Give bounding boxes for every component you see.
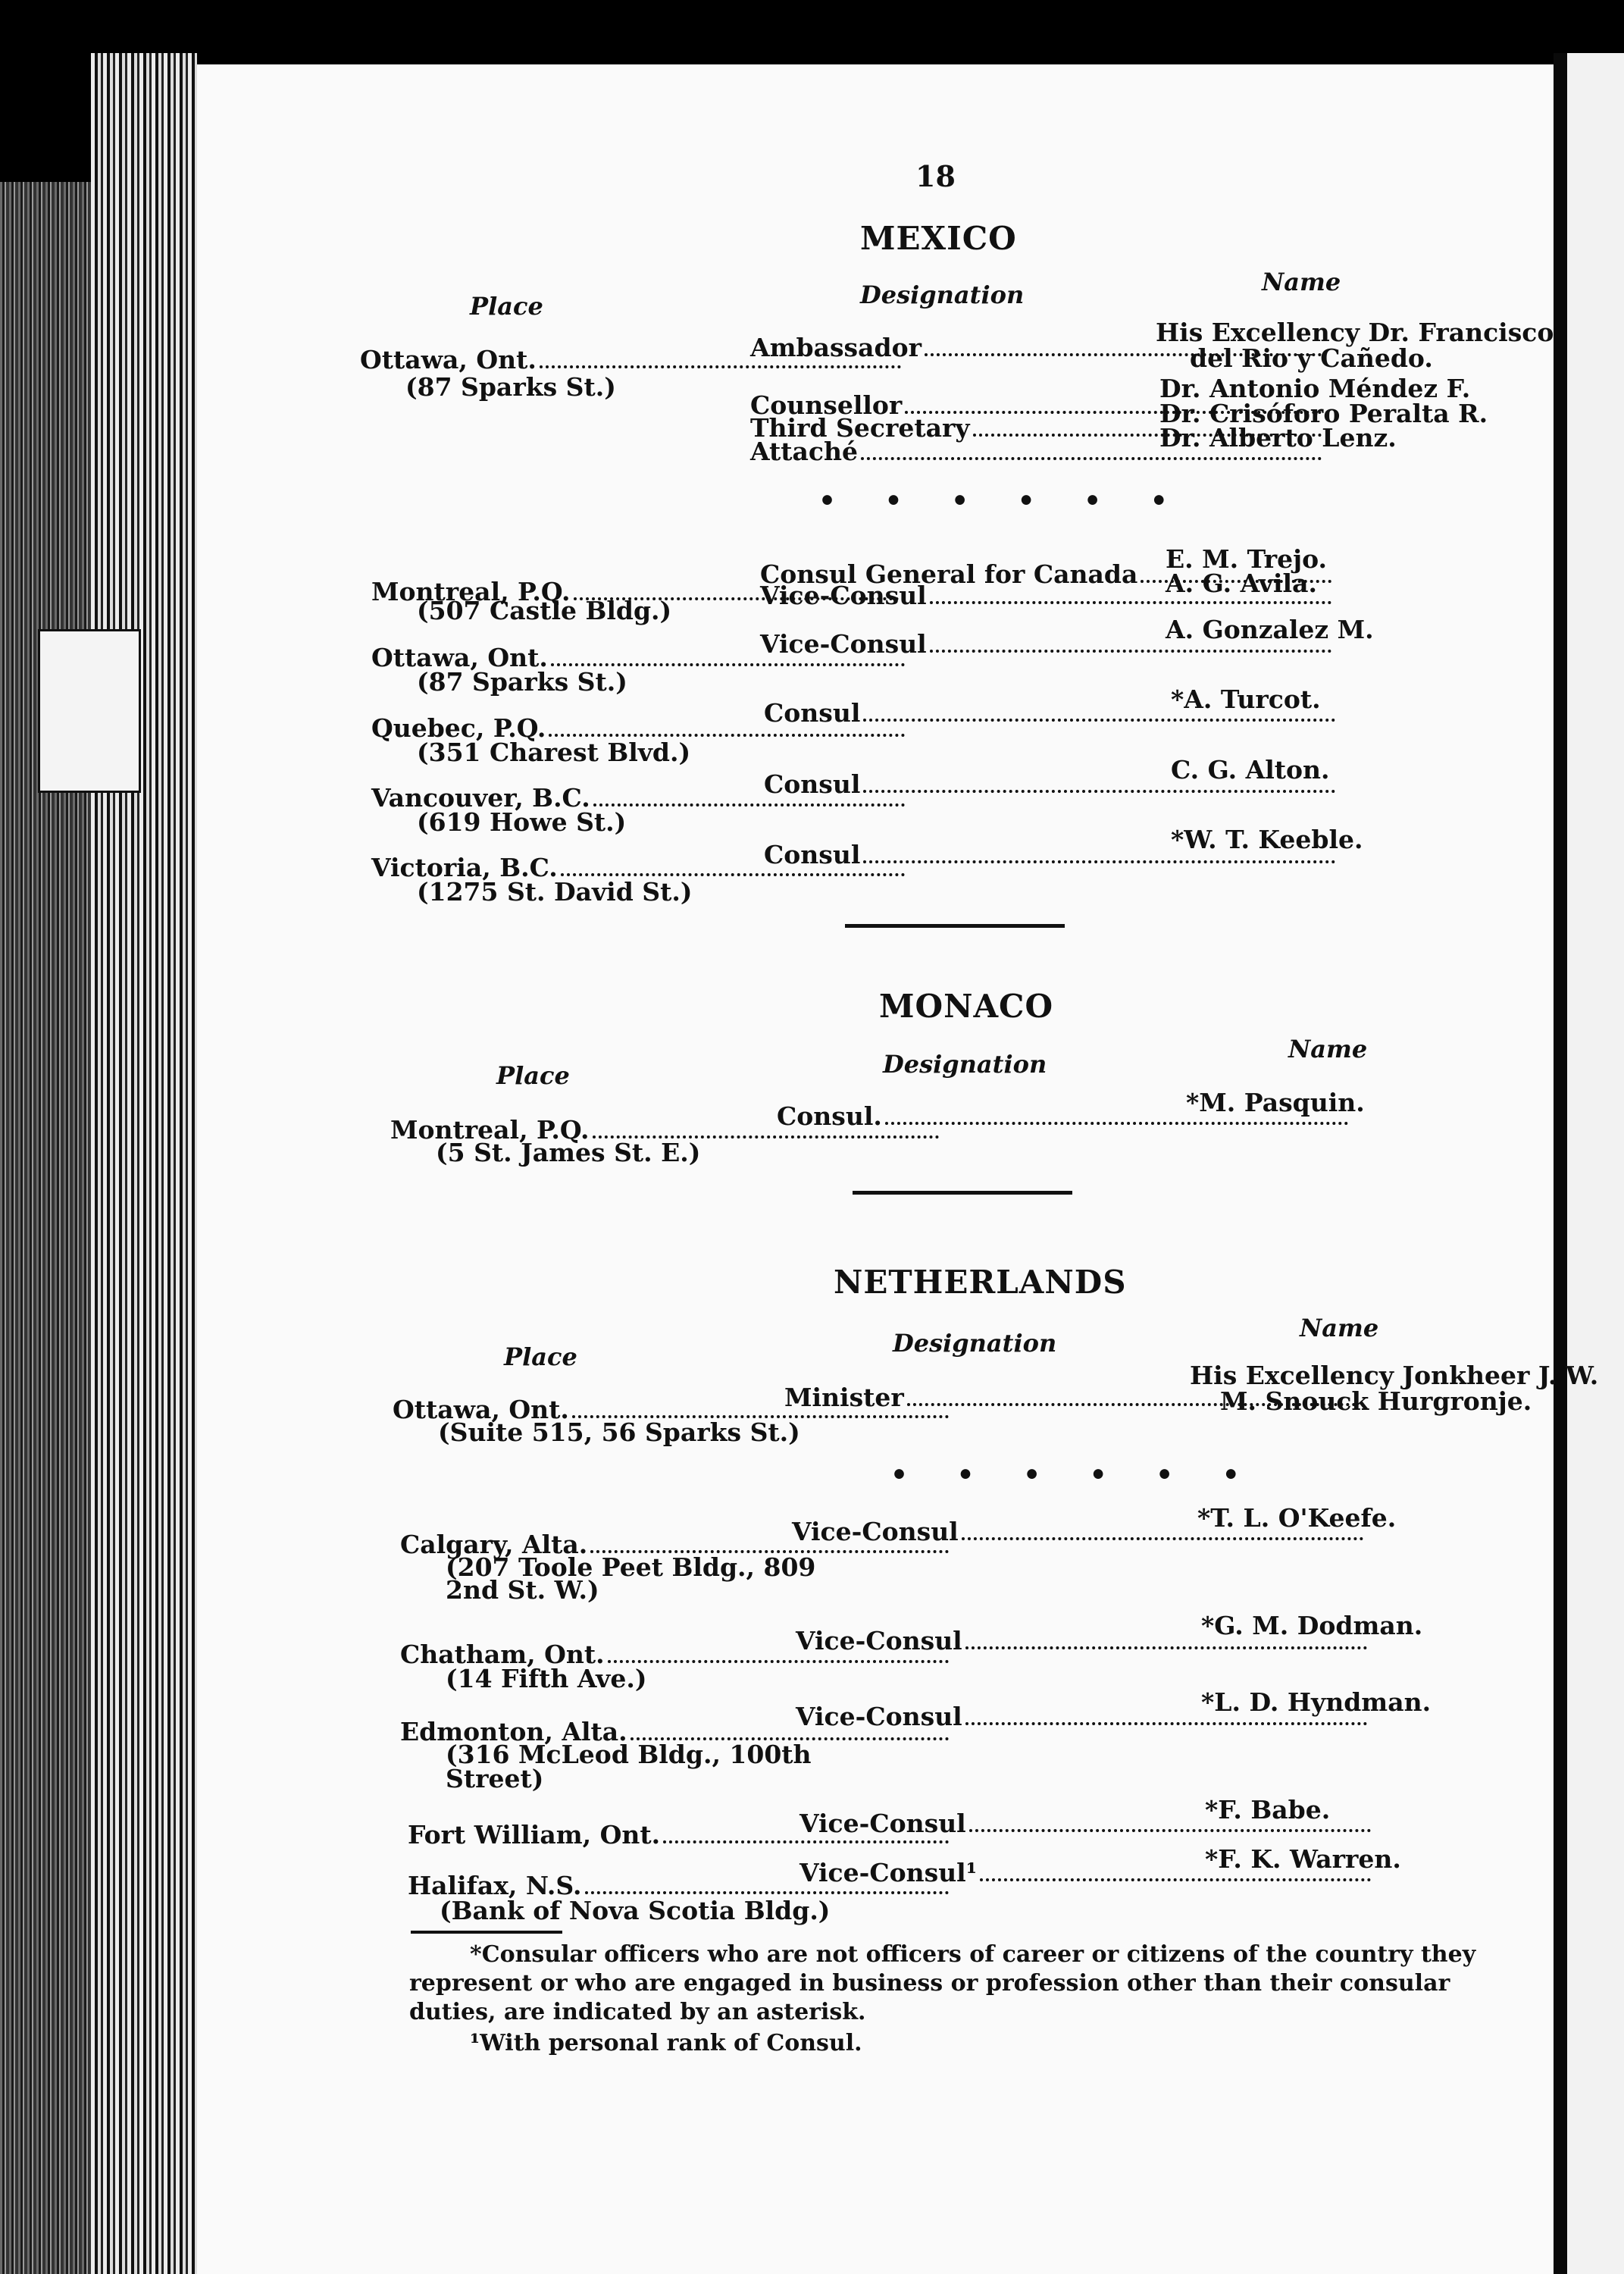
- column-header-designation: Designation: [883, 1050, 1047, 1079]
- column-header-designation: Designation: [860, 280, 1025, 309]
- place-entry: Ottawa, Ont.: [371, 644, 909, 672]
- column-header-designation: Designation: [893, 1329, 1057, 1358]
- place-entry: Montreal, P.Q.: [371, 578, 909, 606]
- footnote-rule: [411, 1931, 562, 1934]
- document-page: [197, 64, 1599, 2274]
- officer-name: *A. Turcot.: [1171, 684, 1321, 714]
- place-address: (207 Toole Peet Bldg., 809: [446, 1552, 816, 1582]
- designation-entry: Consul.: [777, 1103, 1353, 1131]
- officer-name: *G. M. Dodman.: [1201, 1611, 1423, 1640]
- officer-name: His Excellency Dr. Francisco: [1156, 318, 1554, 347]
- column-header-place: Place: [504, 1342, 577, 1371]
- place-address: (Bank of Nova Scotia Bldg.): [440, 1896, 831, 1925]
- section-divider: [853, 1191, 1072, 1195]
- section-divider: [845, 924, 1065, 928]
- designation-entry: Third Secretary: [750, 415, 1326, 443]
- section-heading: MONACO: [879, 988, 1054, 1025]
- designation-entry: Consul: [764, 700, 1340, 728]
- facing-page-edge: [1554, 53, 1624, 2274]
- officer-name: E. M. Trejo.: [1166, 544, 1328, 574]
- place-entry: Vancouver, B.C.: [371, 785, 909, 813]
- footnote-one: ¹With personal rank of Consul.: [470, 2030, 862, 2056]
- designation-entry: Counsellor: [750, 392, 1326, 420]
- officer-name: Dr. Crisóforo Peralta R.: [1159, 399, 1488, 428]
- designation-entry: Vice-Consul: [760, 631, 1336, 659]
- officer-name: *M. Pasquin.: [1186, 1088, 1365, 1117]
- section-heading: NETHERLANDS: [834, 1264, 1127, 1301]
- place-address-cont: 2nd St. W.): [446, 1575, 599, 1605]
- place-address: (619 Howe St.): [417, 807, 627, 837]
- officer-name: *F. Babe.: [1205, 1795, 1331, 1825]
- place-address: (507 Castle Bldg.): [417, 596, 672, 625]
- officer-name: C. G. Alton.: [1171, 755, 1330, 785]
- designation-entry: Consul General for Canada: [760, 561, 1336, 589]
- designation-entry: Vice-Consul¹: [799, 1859, 1375, 1887]
- officer-name-cont: M. Snouck Hurgronje.: [1220, 1386, 1532, 1416]
- designation-entry: Vice-Consul: [799, 1810, 1375, 1838]
- separator-dots: • • • • • •: [818, 485, 1187, 517]
- officer-name: Dr. Antonio Méndez F.: [1159, 374, 1471, 403]
- officer-name: *F. K. Warren.: [1205, 1844, 1401, 1874]
- officer-name: His Excellency Jonkheer J. W.: [1190, 1361, 1599, 1390]
- place-address: (87 Sparks St.): [417, 667, 627, 697]
- designation-entry: Consul: [764, 841, 1340, 869]
- officer-name: A. G. Avila.: [1166, 568, 1317, 598]
- officer-name-cont: del Rio y Cañedo.: [1190, 343, 1433, 373]
- place-entry: Ottawa, Ont.: [393, 1396, 953, 1424]
- place-entry: Calgary, Alta.: [400, 1531, 953, 1559]
- place-entry: Fort William, Ont.: [408, 1821, 953, 1850]
- column-header-place: Place: [496, 1061, 570, 1090]
- place-name: Ottawa, Ont.: [360, 345, 537, 374]
- column-header-name: Name: [1300, 1314, 1379, 1342]
- column-header-name: Name: [1262, 268, 1341, 296]
- place-entry: Quebec, P.Q.: [371, 715, 909, 743]
- place-address: (Suite 515, 56 Sparks St.): [438, 1417, 800, 1447]
- place-address: (316 McLeod Bldg., 100th: [446, 1740, 812, 1769]
- designation-entry: Consul: [764, 771, 1340, 799]
- place-address-cont: Street): [446, 1764, 544, 1793]
- page-tab-marker: [38, 629, 141, 793]
- designation-entry: Vice-Consul: [796, 1627, 1372, 1655]
- book-spine-edge: [0, 182, 91, 2274]
- place-address: (1275 St. David St.): [417, 877, 693, 907]
- place-address: (351 Charest Blvd.): [417, 738, 691, 767]
- officer-name: Dr. Alberto Lenz.: [1159, 423, 1397, 453]
- designation-entry: Attaché: [750, 438, 1326, 466]
- place-address: (14 Fifth Ave.): [446, 1664, 647, 1693]
- column-header-place: Place: [470, 292, 543, 321]
- place-entry: Victoria, B.C.: [371, 854, 909, 882]
- officer-name: *L. D. Hyndman.: [1201, 1687, 1432, 1717]
- place-entry: Montreal, P.Q.: [390, 1117, 943, 1145]
- designation-entry: Vice-Consul: [792, 1518, 1368, 1546]
- officer-name: A. Gonzalez M.: [1166, 615, 1374, 644]
- designation-entry: Minister: [784, 1384, 1360, 1412]
- page-stack-edge: [91, 53, 197, 2274]
- place-address: (87 Sparks St.): [405, 372, 616, 402]
- designation-entry: Ambassador: [750, 334, 1326, 362]
- page-number: 18: [915, 159, 956, 193]
- place-entry: Edmonton, Alta.: [400, 1718, 953, 1746]
- place-entry: Halifax, N.S.: [408, 1872, 953, 1900]
- designation-entry: Vice-Consul: [760, 582, 1336, 610]
- footnote-asterisk: *Consular officers who are not officers of career or citizens of the country they represent or who are engaged in business or profession other than their consular duties, are indicated by an asterisk.: [409, 1941, 1476, 2025]
- column-header-name: Name: [1288, 1035, 1368, 1063]
- separator-dots: • • • • • •: [890, 1459, 1259, 1491]
- officer-name: *W. T. Keeble.: [1171, 825, 1363, 854]
- place-entry: Chatham, Ont.: [400, 1641, 953, 1669]
- designation-entry: Vice-Consul: [796, 1703, 1372, 1731]
- officer-name: *T. L. O'Keefe.: [1197, 1503, 1397, 1533]
- section-heading: MEXICO: [860, 220, 1017, 257]
- place-address: (5 St. James St. E.): [436, 1138, 701, 1167]
